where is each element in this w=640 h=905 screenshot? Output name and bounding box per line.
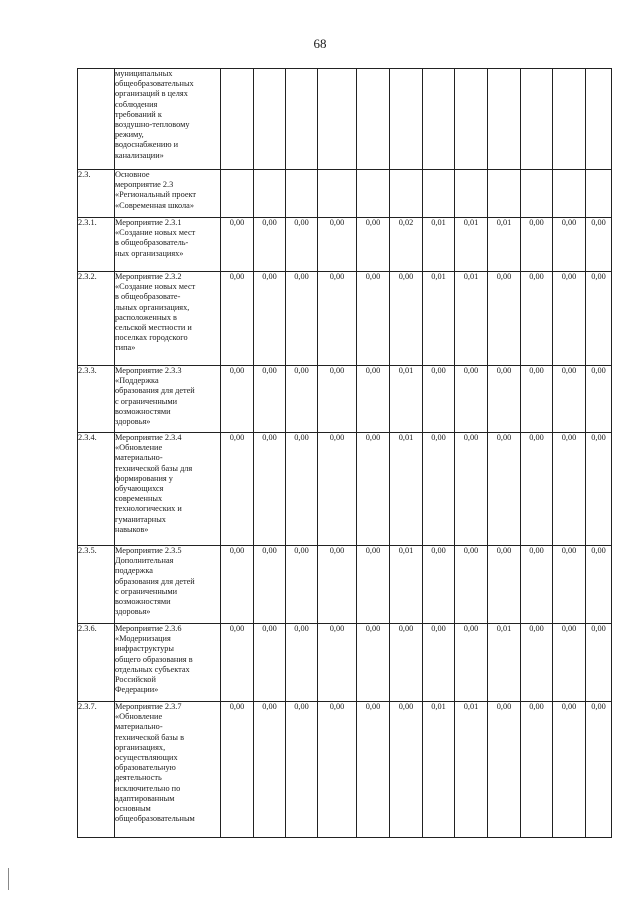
measure-name-line: Мероприятие 2.3.3: [115, 366, 182, 375]
measure-name-line: «Региональный проект: [115, 190, 197, 200]
measure-name-line: современных: [115, 494, 163, 504]
value-cell: 0,00: [254, 272, 286, 366]
measure-name-line: Дополнительная: [115, 556, 174, 566]
scan-edge-mark: [8, 868, 9, 890]
measure-name-line: возможностями: [115, 406, 171, 416]
value-cell: 0,00: [423, 546, 455, 624]
value-cell: 0,00: [286, 624, 318, 702]
value-cell: 0,00: [390, 624, 423, 702]
row-number-cell: 2.3.: [78, 170, 115, 218]
value-cell: [390, 170, 423, 218]
measure-name-line: Мероприятие 2.3.5: [115, 546, 182, 555]
row-number-cell: 2.3.5.: [78, 546, 115, 624]
value-cell: 0,00: [586, 702, 612, 838]
value-cell: 0,00: [221, 546, 254, 624]
value-cell: [586, 69, 612, 170]
value-cell: [286, 69, 318, 170]
measure-name-line: обучающихся: [115, 484, 164, 494]
value-cell: 0,00: [254, 433, 286, 546]
value-cell: 0,00: [286, 272, 318, 366]
measure-name-line: инфраструктуры: [115, 644, 174, 654]
value-cell: 0,00: [254, 218, 286, 272]
measure-name-line: технологических и: [115, 504, 182, 514]
measure-name-line: режиму,: [115, 130, 144, 140]
measure-name-line: воздушно-тепловому: [115, 120, 190, 130]
value-cell: [357, 69, 390, 170]
value-cell: [254, 69, 286, 170]
value-cell: 0,00: [254, 366, 286, 433]
measure-name-line: здоровья»: [115, 607, 151, 617]
measure-name-line: деятельность: [115, 773, 162, 783]
value-cell: 0,00: [455, 433, 488, 546]
value-cell: 0,00: [221, 433, 254, 546]
measure-name-line: Мероприятие 2.3.6: [115, 624, 182, 633]
measure-name-line: образовательную: [115, 763, 176, 773]
measure-name-line: муниципальных: [115, 69, 173, 78]
measure-name-line: здоровья»: [115, 417, 151, 427]
value-cell: 0,00: [455, 624, 488, 702]
value-cell: 0,00: [455, 366, 488, 433]
measure-name-cell: [115, 433, 221, 546]
value-cell: [318, 69, 357, 170]
value-cell: 0,00: [586, 624, 612, 702]
measure-name-line: с ограниченными: [115, 586, 178, 596]
value-cell: 0,00: [488, 546, 521, 624]
measure-name-line: навыков»: [115, 524, 149, 534]
measure-name-line: отдельных субъектах: [115, 664, 190, 674]
table-row: [78, 546, 612, 624]
value-cell: 0,00: [423, 433, 455, 546]
measure-name-line: возможностями: [115, 597, 171, 607]
table-row: [78, 366, 612, 433]
measure-name-cell: [115, 170, 221, 218]
measure-name-line: материально-: [115, 722, 163, 732]
value-cell: 0,00: [586, 272, 612, 366]
measures-table: [77, 68, 612, 838]
value-cell: 0,00: [521, 546, 553, 624]
measure-name-line: «Модернизация: [115, 634, 171, 644]
value-cell: 0,00: [357, 366, 390, 433]
measure-name-line: «Современная школа»: [115, 200, 194, 210]
row-number-cell: 2.3.7.: [78, 702, 115, 838]
value-cell: 0,00: [357, 433, 390, 546]
value-cell: 0,00: [357, 546, 390, 624]
value-cell: 0,00: [488, 433, 521, 546]
value-cell: 0,01: [423, 218, 455, 272]
value-cell: 0,00: [586, 366, 612, 433]
value-cell: 0,00: [521, 624, 553, 702]
value-cell: 0,01: [488, 218, 521, 272]
value-cell: [254, 170, 286, 218]
table-row: [78, 272, 612, 366]
measure-name-line: типа»: [115, 343, 136, 353]
value-cell: 0,00: [553, 546, 586, 624]
value-cell: 0,00: [318, 366, 357, 433]
value-cell: [423, 69, 455, 170]
measure-name-line: адаптированным: [115, 793, 175, 803]
measure-name-line: ных организациях»: [115, 248, 184, 258]
row-number-cell: 2.3.6.: [78, 624, 115, 702]
value-cell: 0,00: [553, 702, 586, 838]
row-number-cell: 2.3.2.: [78, 272, 115, 366]
row-number-cell: 2.3.3.: [78, 366, 115, 433]
measure-name-line: общеобразовательных: [115, 79, 194, 89]
value-cell: 0,01: [488, 624, 521, 702]
value-cell: 0,00: [254, 546, 286, 624]
value-cell: 0,00: [586, 546, 612, 624]
value-cell: 0,00: [221, 366, 254, 433]
value-cell: [488, 170, 521, 218]
measure-name-line: «Обновление: [115, 712, 163, 722]
measure-name-line: организаций в целях: [115, 89, 188, 99]
measure-name-line: льных организациях,: [115, 302, 190, 312]
measure-name-line: организациях,: [115, 742, 166, 752]
value-cell: [221, 69, 254, 170]
value-cell: 0,00: [521, 218, 553, 272]
value-cell: [521, 69, 553, 170]
table-row: [78, 69, 612, 170]
value-cell: 0,01: [390, 366, 423, 433]
value-cell: 0,01: [455, 218, 488, 272]
value-cell: 0,00: [488, 272, 521, 366]
value-cell: 0,00: [390, 702, 423, 838]
measure-name-cell: [115, 624, 221, 702]
measure-name-cell: [115, 366, 221, 433]
value-cell: 0,00: [357, 624, 390, 702]
value-cell: 0,00: [286, 702, 318, 838]
table-row: [78, 433, 612, 546]
table-row: [78, 170, 612, 218]
value-cell: 0,01: [423, 702, 455, 838]
measure-name-line: сельской местности и: [115, 323, 192, 333]
row-number-cell: [78, 69, 115, 170]
measure-name-line: технической базы в: [115, 732, 184, 742]
value-cell: [286, 170, 318, 218]
measure-name-line: «Поддержка: [115, 376, 159, 386]
value-cell: 0,00: [586, 433, 612, 546]
measure-name-line: Мероприятие 2.3.1: [115, 218, 182, 227]
measure-name-line: «Обновление: [115, 443, 163, 453]
measure-name-line: исключительно по: [115, 783, 181, 793]
value-cell: 0,00: [221, 624, 254, 702]
value-cell: 0,00: [318, 218, 357, 272]
measure-name-line: соблюдения: [115, 99, 158, 109]
measure-name-line: «Создание новых мест: [115, 282, 196, 292]
value-cell: 0,00: [488, 366, 521, 433]
value-cell: 0,01: [455, 272, 488, 366]
value-cell: 0,02: [390, 218, 423, 272]
value-cell: 0,00: [455, 546, 488, 624]
value-cell: 0,00: [357, 218, 390, 272]
measure-name-line: Основное: [115, 170, 150, 179]
measure-name-line: основным: [115, 804, 151, 814]
value-cell: 0,01: [390, 546, 423, 624]
measure-name-line: «Создание новых мест: [115, 228, 196, 238]
measure-name-line: гуманитарных: [115, 514, 166, 524]
measure-name-line: осуществляющих: [115, 753, 178, 763]
measure-name-cell: [115, 546, 221, 624]
value-cell: [318, 170, 357, 218]
value-cell: [455, 170, 488, 218]
value-cell: [586, 170, 612, 218]
measure-name-line: материально-: [115, 453, 163, 463]
measure-name-line: образования для детей: [115, 576, 195, 586]
measure-name-line: в общеобразователь-: [115, 238, 189, 248]
measure-name-line: водоснабжению и: [115, 140, 179, 150]
value-cell: [357, 170, 390, 218]
row-number-cell: 2.3.1.: [78, 218, 115, 272]
measure-name-line: Федерации»: [115, 685, 159, 695]
value-cell: 0,00: [521, 433, 553, 546]
value-cell: 0,00: [221, 272, 254, 366]
value-cell: [553, 69, 586, 170]
measure-name-line: требований к: [115, 109, 162, 119]
value-cell: 0,00: [357, 272, 390, 366]
page-number: 68: [313, 36, 327, 51]
value-cell: 0,00: [318, 702, 357, 838]
value-cell: [553, 170, 586, 218]
measure-name-line: Мероприятие 2.3.4: [115, 433, 182, 442]
value-cell: 0,00: [221, 218, 254, 272]
measure-name-line: мероприятие 2.3: [115, 180, 174, 190]
value-cell: 0,00: [553, 366, 586, 433]
measure-name-line: Мероприятие 2.3.2: [115, 272, 182, 281]
value-cell: 0,00: [488, 702, 521, 838]
value-cell: 0,00: [318, 546, 357, 624]
value-cell: 0,00: [423, 366, 455, 433]
value-cell: 0,00: [553, 218, 586, 272]
value-cell: 0,00: [318, 272, 357, 366]
measure-name-line: расположенных в: [115, 312, 177, 322]
value-cell: [521, 170, 553, 218]
measure-name-line: в общеобразовате-: [115, 292, 181, 302]
value-cell: [488, 69, 521, 170]
value-cell: 0,00: [521, 702, 553, 838]
value-cell: 0,00: [318, 624, 357, 702]
measure-name-cell: [115, 702, 221, 838]
value-cell: [221, 170, 254, 218]
value-cell: 0,00: [286, 218, 318, 272]
measure-name-line: технической базы для: [115, 463, 193, 473]
value-cell: 0,00: [254, 624, 286, 702]
value-cell: 0,00: [254, 702, 286, 838]
table-row: [78, 702, 612, 838]
measure-name-line: Мероприятие 2.3.7: [115, 702, 182, 711]
value-cell: 0,00: [286, 433, 318, 546]
measure-name-line: с ограниченными: [115, 396, 178, 406]
measure-name-line: поселках городского: [115, 333, 188, 343]
value-cell: 0,00: [318, 433, 357, 546]
value-cell: [390, 69, 423, 170]
measure-name-line: канализации»: [115, 150, 164, 160]
value-cell: 0,00: [357, 702, 390, 838]
value-cell: [423, 170, 455, 218]
value-cell: 0,01: [390, 433, 423, 546]
value-cell: 0,00: [553, 433, 586, 546]
value-cell: [455, 69, 488, 170]
value-cell: 0,00: [553, 272, 586, 366]
value-cell: 0,00: [286, 546, 318, 624]
row-number-cell: 2.3.4.: [78, 433, 115, 546]
table-row: [78, 218, 612, 272]
measure-name-line: образования для детей: [115, 386, 195, 396]
value-cell: 0,00: [221, 702, 254, 838]
measure-name-line: общего образования в: [115, 654, 193, 664]
value-cell: 0,00: [521, 366, 553, 433]
value-cell: 0,00: [553, 624, 586, 702]
value-cell: 0,00: [586, 218, 612, 272]
measure-name-line: Российской: [115, 675, 156, 685]
table-row: [78, 624, 612, 702]
measure-name-line: общеобразовательным: [115, 814, 195, 824]
value-cell: 0,00: [521, 272, 553, 366]
measure-name-cell: [115, 272, 221, 366]
value-cell: 0,01: [455, 702, 488, 838]
measure-name-cell: [115, 69, 221, 170]
value-cell: 0,01: [423, 272, 455, 366]
value-cell: 0,00: [286, 366, 318, 433]
value-cell: 0,00: [390, 272, 423, 366]
measure-name-line: формирования у: [115, 473, 173, 483]
measure-name-line: поддержка: [115, 566, 153, 576]
measure-name-cell: [115, 218, 221, 272]
value-cell: 0,00: [423, 624, 455, 702]
